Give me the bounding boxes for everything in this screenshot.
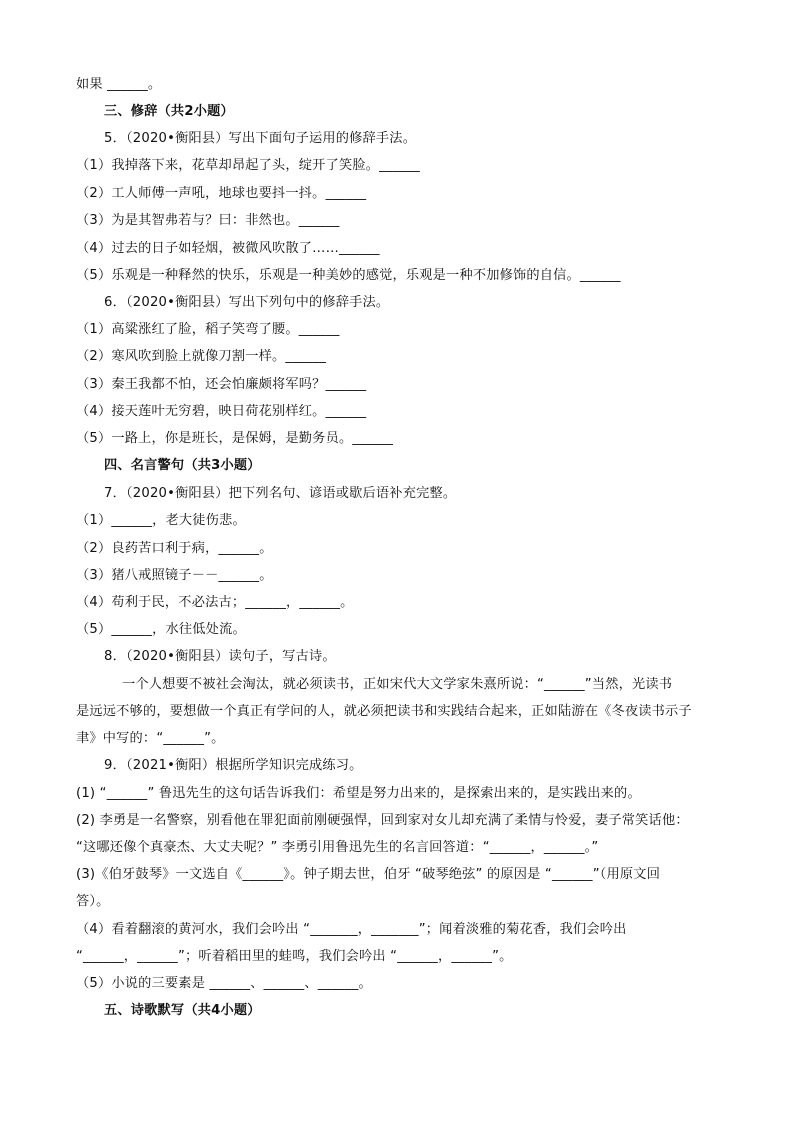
question-5-stem: 5．（2020•衡阳县）写出下面句子运用的修辞手法。 [104,131,417,146]
question-8-passage-line-3: 聿》中写的：“______”。 [76,731,225,746]
question-6-item-2: （2）寒风吹到脸上就像刀割一样。______ [76,349,327,364]
question-5-item-3: （3）为是其智弗若与？曰：非然也。______ [76,213,340,228]
question-9-item-1: (1) “______” 鲁迅先生的这句话告诉我们：希望是努力出来的，是探索出来的，是实践出来的。 [76,786,641,801]
question-7-item-4: （4）苟利于民，不必法古；______，______。 [76,595,354,610]
question-6-item-5: （5）一路上，你是班长，是保姆，是勤务员。______ [76,431,394,446]
question-6-stem: 6．（2020•衡阳县）写出下列句中的修辞手法。 [104,295,390,310]
question-7-stem: 7．（2020•衡阳县）把下列名句、谚语或歇后语补充完整。 [104,486,457,501]
question-9-item-4-line-2: “______，______”；听着稻田里的蛙鸣，我们会吟出 “______，______”。 [76,949,513,964]
question-5-item-1: （1）我掉落下来，花草却昂起了头，绽开了笑脸。______ [76,158,420,173]
question-5-item-2: （2）工人师傅一声吼，地球也要抖一抖。______ [76,186,367,201]
question-9-item-3-line-1: (3)《伯牙鼓琴》一文选自《______》。钟子期去世，伯牙 “破琴绝弦” 的原因是 “______”（用原文回 [76,867,661,882]
question-8-stem: 8．（2020•衡阳县）读句子，写古诗。 [104,649,336,664]
question-9-item-5: （5）小说的三要素是 ______、______、______。 [76,976,372,991]
section-heading-poetry: 五、诗歌默写（共4小题） [104,1003,261,1018]
question-6-item-4: （4）接天莲叶无穷碧，映日荷花别样红。______ [76,404,367,419]
section-heading-quotes: 四、名言警句（共3小题） [104,458,261,473]
question-6-item-1: （1）高粱涨红了脸，稻子笑弯了腰。______ [76,322,340,337]
question-7-item-3: （3）猪八戒照镜子－－______。 [76,568,273,583]
question-5-item-5: （5）乐观是一种释然的快乐，乐观是一种美妙的感觉，乐观是一种不加修饰的自信。______ [76,268,621,283]
question-5-item-4: （4）过去的日子如轻烟，被微风吹散了……______ [76,241,380,256]
question-9-item-3-line-2: 答）。 [76,894,110,909]
question-9-item-4-line-1: （4）看着翻滚的黄河水，我们会吟出 “_______，_______”；闻着淡雅的菊花香，我们会吟出 [76,922,627,937]
question-7-item-5: （5）______，水往低处流。 [76,622,246,637]
question-8-passage-line-1: 一个人想要不被社会淘汰，就必须读书，正如宋代大文学家朱熹所说：“______”当然，光读书 [122,677,673,692]
question-8-passage-line-2: 是远远不够的，要想做一个真正有学问的人，就必须把读书和实践结合起来，正如陆游在《冬夜读书示子 [76,704,692,719]
text-line-answer-tail: 如果 ______。 [76,77,162,92]
section-heading-rhetoric: 三、修辞（共2小题） [104,104,234,119]
question-9-stem: 9．（2021•衡阳）根据所学知识完成练习。 [104,758,363,773]
question-7-item-2: （2）良药苦口利于病，______。 [76,541,273,556]
question-7-item-1: （1）______，老大徒伤悲。 [76,513,246,528]
question-6-item-3: （3）秦王我都不怕，还会怕廉颇将军吗？______ [76,377,367,392]
question-9-item-2-line-1: (2) 李勇是一名警察，别看他在罪犯面前刚硬强悍，回到家对女儿却充满了柔情与怜爱，妻子常笑话他： [76,813,689,828]
question-9-item-2-line-2: “这哪还像个真豪杰、大丈夫呢？” 李勇引用鲁迅先生的名言回答道：“______，______。” [76,840,599,855]
